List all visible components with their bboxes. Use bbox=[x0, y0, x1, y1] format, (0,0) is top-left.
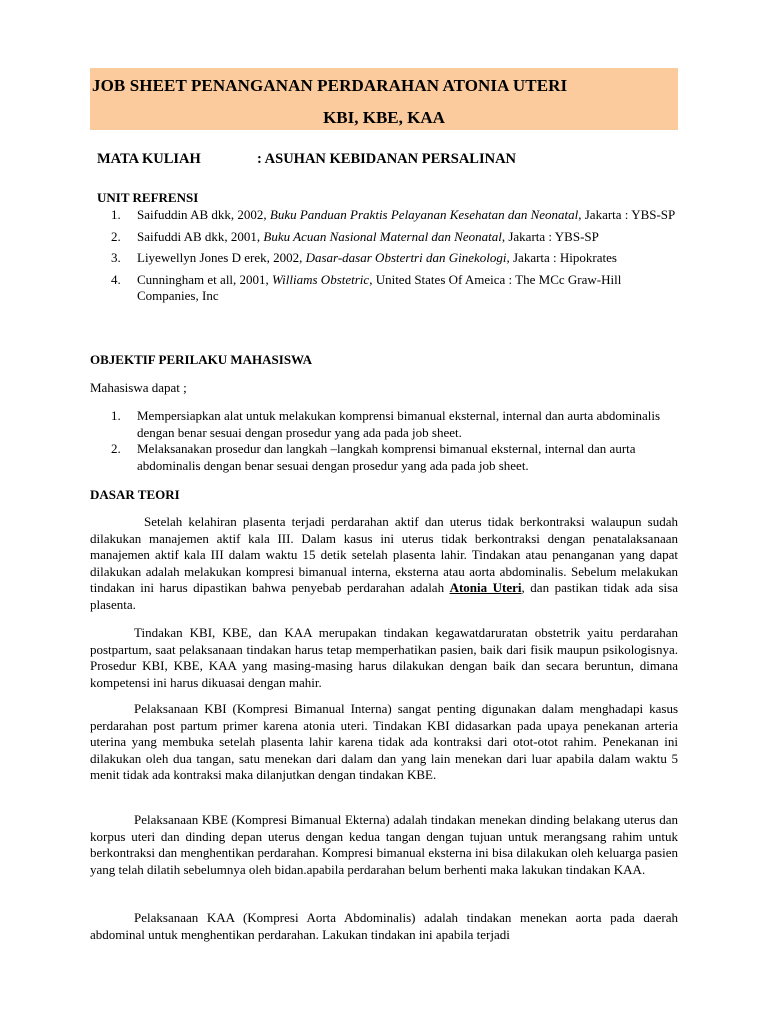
reference-list bbox=[111, 207, 679, 305]
mata-kuliah-label: MATA KULIAH bbox=[97, 151, 201, 167]
title-line-1: JOB SHEET PENANGANAN PERDARAHAN ATONIA UTERI bbox=[92, 76, 568, 95]
list-item: 4. Cunningham et all, 2001, Williams Obstetric, United States Of Ameica : The MCc Graw-Hill Companies, Inc bbox=[111, 271, 622, 304]
paragraph-1: Setelah kelahiran plasenta terjadi perdarahan aktif dan uterus tidak berkontraksi walaupun sudah dilakukan manajemen aktif kala III. Dalam kasus ini uterus tidak berkontraksi dengan penatalaksanaan manajemen aktif kala III dalam waktu 15 detik setelah plasenta lahir. Tindakan atau penanganan yang dapat dilakukan adalah melakukan kompresi bimanual interna, eksterna atau aorta abdominalis. Sebelum melakukan tindakan ini harus dipastikan bahwa penyebab perdarahan adalah Atonia Uteri, dan pastikan tidak ada sisa plasenta. bbox=[90, 514, 678, 612]
objektif-list bbox=[111, 408, 671, 474]
paragraph-5: Pelaksanaan KAA (Kompresi Aorta Abdominalis) adalah tindakan menekan aorta pada daerah abdominal untuk menghentikan perdarahan. Lakukan tindakan ini apabila terjadi bbox=[90, 910, 678, 942]
list-item: 3. Liyewellyn Jones D erek, 2002, Dasar-dasar Obstertri dan Ginekologi, Jakarta : Hipokrates bbox=[111, 250, 617, 266]
list-item: 1. Mempersiapkan alat untuk melakukan komprensi bimanual eksternal, internal dan aurta abdominalis dengan benar sesuai dengan prosedur yang ada pada job sheet. bbox=[111, 408, 661, 440]
unit-refrensi-heading: UNIT REFRENSI bbox=[97, 190, 199, 205]
paragraph-4: Pelaksanaan KBE (Kompresi Bimanual Ekterna) adalah tindakan menekan dinding belakang uterus dan korpus uteri dan dinding depan uterus dengan kedua tangan dengan tujuan untuk merangsang rahim untuk berkontraksi dan menghentikan perdarahan. Kompresi bimanual eksterna ini bisa dilakukan oleh keluarga pasien yang telah dilatih sebelumnya oleh bidan.apabila perdarahan belum berhenti maka lakukan tindakan KAA. bbox=[90, 812, 678, 877]
list-item: 2. Melaksanakan prosedur dan langkah –langkah komprensi bimanual eksternal, internal dan aurta abdominalis dengan benar sesuai dengan prosedur yang ada pada job sheet. bbox=[111, 441, 636, 473]
list-item: 2. Saifuddi AB dkk, 2001, Buku Acuan Nasional Maternal dan Neonatal, Jakarta : YBS-SP bbox=[111, 228, 599, 244]
paragraph-2: Tindakan KBI, KBE, dan KAA merupakan tindakan kegawatdaruratan obstetrik yaitu perdarahan postpartum, saat pelaksanaan tindakan harus tetap memperhatikan pasien, baik dari fisik maupun psikologisnya. Prosedur KBI, KBE, KAA yang masing-masing harus dilakukan dengan baik dan secara beruntun, dimana kompetensi ini harus dikuasai dengan mahir. bbox=[90, 625, 678, 690]
objektif-heading: OBJEKTIF PERILAKU MAHASISWA bbox=[90, 352, 312, 367]
title-line-2: KBI, KBE, KAA bbox=[323, 108, 445, 127]
dasar-teori-heading: DASAR TEORI bbox=[90, 487, 180, 502]
mata-kuliah-row bbox=[97, 151, 517, 168]
paragraph-3: Pelaksanaan KBI (Kompresi Bimanual Interna) sangat penting digunakan dalam menghadapi kasus perdarahan post partum primer karena atonia uteri. Tindakan KBI didasarkan pada upaya penekanan arteria uterina yang membuka setelah plasenta lahir karena tidak ada kontraksi dari otot-otot rahim. Penekanan ini dilakukan oleh dua tangan, satu menekan dari dalam dan yang lain menekan dari luar apabila dalam waktu 5 menit tidak ada kontraksi maka dilanjutkan dengan tindakan KBE. bbox=[90, 701, 678, 783]
title-banner bbox=[90, 68, 678, 130]
objektif-intro: Mahasiswa dapat ; bbox=[90, 380, 187, 395]
atonia-uteri-term: Atonia Uteri bbox=[449, 580, 522, 596]
mata-kuliah-value: : ASUHAN KEBIDANAN PERSALINAN bbox=[257, 151, 517, 167]
list-item: 1. Saifuddin AB dkk, 2002, Buku Panduan Praktis Pelayanan Kesehatan dan Neonatal, Jakarta : YBS-SP bbox=[111, 207, 676, 222]
